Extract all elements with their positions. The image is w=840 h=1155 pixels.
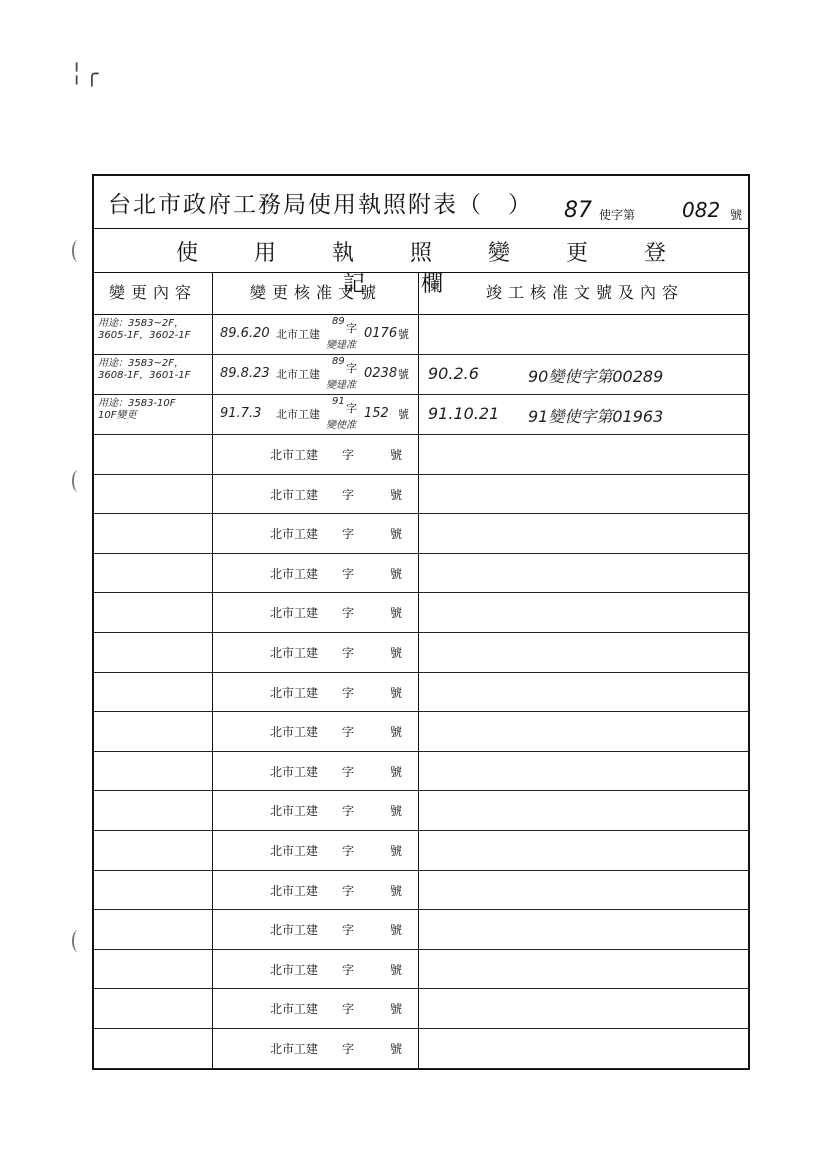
approval-suffix: 號 bbox=[398, 408, 409, 421]
approval-char: 字 bbox=[342, 1002, 355, 1017]
approval-char: 字 bbox=[346, 362, 357, 375]
approval-char: 字 bbox=[342, 448, 355, 462]
approval-char: 字 bbox=[342, 1042, 355, 1056]
approval-template bbox=[270, 723, 402, 740]
approval-template bbox=[270, 644, 402, 661]
approval-prefix: 北市工建 bbox=[270, 883, 319, 898]
header-change-content: 變更內容 bbox=[108, 283, 197, 302]
approval-char: 字 bbox=[342, 764, 355, 779]
blank-row bbox=[94, 592, 748, 633]
approval-suffix: 號 bbox=[390, 606, 403, 621]
approval-doc-cell bbox=[214, 592, 418, 632]
blank-row bbox=[94, 870, 748, 911]
approval-template bbox=[270, 446, 402, 463]
approval-doc-cell bbox=[214, 354, 418, 394]
approval-prefix: 北市工建 bbox=[270, 527, 319, 542]
blank-row bbox=[94, 830, 748, 871]
form-title: 台北市政府工務局使用執照附表（ ） bbox=[108, 192, 533, 218]
approval-prefix: 北市工建 bbox=[270, 1002, 319, 1017]
approval-prefix: 北市工建 bbox=[270, 1042, 319, 1056]
completion-doc: 90變使字第00289 bbox=[528, 367, 664, 386]
approval-doc-cell bbox=[214, 513, 418, 553]
blank-row bbox=[94, 949, 748, 990]
completion-date: 91.10.21 bbox=[428, 404, 500, 423]
filled-row bbox=[94, 354, 748, 395]
column-header-row bbox=[94, 272, 748, 315]
blank-row bbox=[94, 909, 748, 950]
approval-suffix: 號 bbox=[390, 527, 403, 542]
approval-char: 字 bbox=[342, 646, 355, 660]
blank-row bbox=[94, 672, 748, 713]
blank-row bbox=[94, 434, 748, 475]
approval-year: 89 bbox=[332, 316, 345, 327]
approval-template bbox=[270, 882, 402, 899]
approval-doc-cell bbox=[214, 711, 418, 751]
blank-row bbox=[94, 632, 748, 673]
blank-row bbox=[94, 790, 748, 831]
approval-prefix: 北市工建 bbox=[270, 487, 319, 502]
approval-char: 字 bbox=[342, 527, 355, 542]
binding-hole-mark bbox=[72, 470, 84, 492]
approval-suffix: 號 bbox=[398, 328, 409, 341]
approval-sub: 變建准 bbox=[326, 340, 356, 351]
approval-suffix: 號 bbox=[390, 804, 403, 819]
approval-prefix: 北市工建 bbox=[270, 844, 319, 858]
approval-prefix: 北市工建 bbox=[270, 962, 319, 977]
approval-doc-cell bbox=[214, 949, 418, 989]
approval-doc-cell bbox=[214, 632, 418, 672]
approval-prefix: 北市工建 bbox=[270, 804, 319, 819]
approval-char: 字 bbox=[342, 962, 355, 977]
permit-number: 082 bbox=[682, 198, 721, 222]
approval-suffix: 號 bbox=[390, 764, 403, 779]
blank-row bbox=[94, 553, 748, 594]
completion-doc: 91變使字第01963 bbox=[528, 407, 664, 426]
approval-suffix: 號 bbox=[390, 844, 403, 858]
approval-doc-cell bbox=[214, 314, 418, 354]
approval-number: 0176 bbox=[364, 326, 398, 341]
blank-row bbox=[94, 474, 748, 515]
permit-year: 87 bbox=[564, 198, 592, 223]
blank-row bbox=[94, 711, 748, 752]
permit-word: 使字第 bbox=[599, 208, 636, 222]
approval-char: 字 bbox=[342, 685, 355, 700]
approval-prefix: 北市工建 bbox=[270, 764, 319, 779]
approval-date: 89.6.20 bbox=[220, 326, 270, 341]
approval-template bbox=[270, 486, 402, 503]
approval-suffix: 號 bbox=[390, 448, 403, 462]
approval-date: 89.8.23 bbox=[220, 366, 270, 381]
change-content-cell bbox=[94, 314, 218, 358]
filled-row bbox=[94, 314, 748, 355]
approval-template bbox=[270, 565, 402, 582]
header-completion-doc: 竣工核准文號及內容 bbox=[485, 283, 684, 302]
permit-suffix: 號 bbox=[730, 208, 743, 222]
approval-template bbox=[270, 961, 402, 978]
approval-suffix: 號 bbox=[390, 566, 403, 581]
approval-template bbox=[270, 842, 402, 859]
completion-doc-cell bbox=[420, 314, 750, 354]
approval-char: 字 bbox=[342, 487, 355, 502]
approval-prefix: 北市工建 bbox=[270, 566, 319, 581]
approval-suffix: 號 bbox=[398, 368, 409, 381]
approval-suffix: 號 bbox=[390, 1042, 403, 1056]
approval-doc-cell bbox=[214, 751, 418, 791]
approval-sub: 變使准 bbox=[326, 420, 356, 431]
approval-suffix: 號 bbox=[390, 962, 403, 977]
approval-char: 字 bbox=[342, 725, 355, 740]
approval-prefix: 北市工建 bbox=[270, 606, 319, 621]
change-content-cell bbox=[94, 394, 218, 438]
approval-suffix: 號 bbox=[390, 487, 403, 502]
approval-prefix: 北市工建 bbox=[270, 448, 319, 462]
approval-doc-cell bbox=[214, 474, 418, 514]
approval-suffix: 號 bbox=[390, 646, 403, 660]
approval-doc-cell bbox=[214, 394, 418, 434]
approval-prefix: 北市工建 bbox=[270, 685, 319, 700]
approval-template bbox=[270, 525, 402, 542]
approval-prefix: 北市工建 bbox=[270, 646, 319, 660]
approval-char: 字 bbox=[342, 804, 355, 819]
approval-sub: 變建准 bbox=[326, 380, 356, 391]
approval-year: 91 bbox=[332, 396, 345, 407]
blank-row bbox=[94, 513, 748, 554]
approval-date: 91.7.3 bbox=[220, 406, 262, 421]
completion-date: 90.2.6 bbox=[428, 364, 479, 383]
title-row bbox=[94, 176, 748, 229]
approval-suffix: 號 bbox=[390, 883, 403, 898]
approval-number: 152 bbox=[364, 406, 389, 421]
binding-hole-mark bbox=[72, 930, 84, 952]
change-content-line: 3605-1F，3602-1F bbox=[98, 330, 191, 341]
approval-char: 字 bbox=[342, 923, 355, 938]
header-approval-doc: 變更核准文號 bbox=[249, 283, 382, 302]
section-title: 使用執照變更登記欄 bbox=[175, 241, 722, 297]
change-content-cell bbox=[94, 354, 218, 398]
approval-char: 字 bbox=[342, 606, 355, 621]
approval-doc-cell bbox=[214, 434, 418, 474]
change-content-line: 用途：3583-10F bbox=[98, 398, 176, 409]
approval-char: 字 bbox=[346, 402, 357, 415]
approval-year: 89 bbox=[332, 356, 345, 367]
approval-char: 字 bbox=[342, 883, 355, 898]
approval-prefix: 北市工建 bbox=[276, 328, 320, 341]
approval-suffix: 號 bbox=[390, 685, 403, 700]
approval-template bbox=[270, 802, 402, 819]
approval-doc-cell bbox=[214, 553, 418, 593]
approval-char: 字 bbox=[342, 844, 355, 858]
approval-number: 0238 bbox=[364, 366, 398, 381]
approval-doc-cell bbox=[214, 870, 418, 910]
approval-suffix: 號 bbox=[390, 1002, 403, 1017]
approval-doc-cell bbox=[214, 988, 418, 1028]
approval-prefix: 北市工建 bbox=[270, 725, 319, 740]
approval-suffix: 號 bbox=[390, 725, 403, 740]
binding-hole-mark bbox=[72, 240, 84, 262]
approval-template bbox=[270, 1040, 402, 1057]
filled-row bbox=[94, 394, 748, 435]
approval-template bbox=[270, 604, 402, 621]
blank-row bbox=[94, 1028, 748, 1069]
approval-doc-cell bbox=[214, 1028, 418, 1068]
approval-char: 字 bbox=[346, 322, 357, 335]
permit-appendix-form bbox=[92, 174, 750, 1070]
approval-prefix: 北市工建 bbox=[270, 923, 319, 938]
approval-template bbox=[270, 763, 402, 780]
approval-template bbox=[270, 1000, 402, 1017]
approval-doc-cell bbox=[214, 790, 418, 830]
change-content-line: 3608-1F，3601-1F bbox=[98, 370, 191, 381]
approval-template bbox=[270, 684, 402, 701]
approval-doc-cell bbox=[214, 830, 418, 870]
approval-prefix: 北市工建 bbox=[276, 368, 320, 381]
change-content-line: 10F變更 bbox=[98, 410, 137, 421]
change-content-line: 用途：3583~2F， bbox=[98, 358, 184, 369]
approval-prefix: 北市工建 bbox=[276, 408, 320, 421]
completion-doc-cell bbox=[420, 354, 750, 394]
approval-template bbox=[270, 921, 402, 938]
blank-row bbox=[94, 988, 748, 1029]
blank-row bbox=[94, 751, 748, 792]
corner-mark: ╎╭ bbox=[70, 62, 101, 87]
approval-char: 字 bbox=[342, 566, 355, 581]
completion-doc-cell bbox=[420, 394, 750, 434]
approval-doc-cell bbox=[214, 672, 418, 712]
change-content-line: 用途：3583~2F， bbox=[98, 318, 184, 329]
approval-doc-cell bbox=[214, 909, 418, 949]
approval-suffix: 號 bbox=[390, 923, 403, 938]
